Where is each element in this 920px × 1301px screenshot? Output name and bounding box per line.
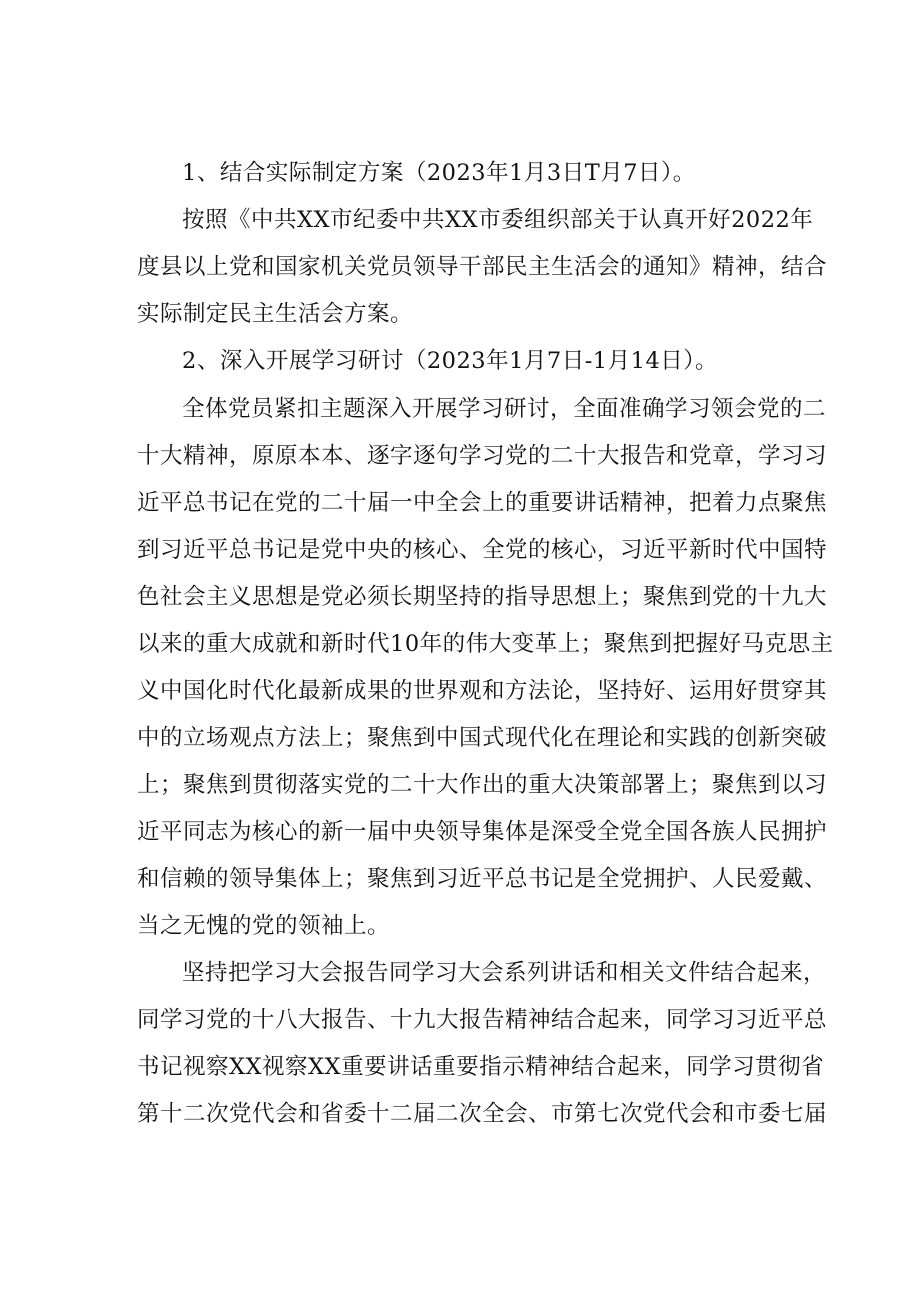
paragraph-line: 全体党员紧扣主题深入开展学习研讨，全面准确学习领会党的二: [182, 396, 827, 422]
paragraph-line: 近平总书记在党的二十届一中全会上的重要讲话精神，把着力点聚焦: [137, 490, 828, 516]
section-heading-2: 2、深入开展学习研讨（2023年1月7日-1月14日）。: [182, 348, 719, 374]
paragraph-line: 到习近平总书记是党中央的核心、全党的核心，习近平新时代中国特: [137, 537, 828, 563]
paragraph-line: 坚持把学习大会报告同学习大会系列讲话和相关文件结合起来，: [182, 960, 827, 986]
paragraph-line: 中的立场观点方法上；聚焦到中国式现代化在理论和实践的创新突破: [137, 725, 828, 751]
paragraph-line: 当之无愧的党的领袖上。: [137, 913, 391, 939]
paragraph-line: 实际制定民主生活会方案。: [137, 301, 414, 327]
paragraph-line: 按照《中共XX市纪委中共XX市委组织部关于认真开好2022年: [182, 207, 814, 233]
paragraph-line: 书记视察XX视察XX重要讲话重要指示精神结合起来，同学习贯彻省: [137, 1054, 825, 1080]
paragraph-line: 近平同志为核心的新一届中央领导集体是深受全党全国各族人民拥护: [137, 819, 828, 845]
paragraph-line: 上；聚焦到贯彻落实党的二十大作出的重大决策部署上；聚焦到以习: [137, 772, 828, 798]
paragraph-line: 以来的重大成就和新时代10年的伟大变革上；聚焦到把握好马克思主: [137, 631, 834, 657]
paragraph-line: 十大精神，原原本本、逐字逐句学习党的二十大报告和党章，学习习: [137, 443, 828, 469]
paragraph-line: 义中国化时代化最新成果的世界观和方法论，坚持好、运用好贯穿其: [137, 678, 828, 704]
paragraph-line: 色社会主义思想是党必须长期坚持的指导思想上；聚焦到党的十九大: [137, 584, 828, 610]
paragraph-line: 和信赖的领导集体上；聚焦到习近平总书记是全党拥护、人民爱戴、: [137, 866, 828, 892]
paragraph-line: 第十二次党代会和省委十二届二次全会、市第七次党代会和市委七届: [137, 1101, 828, 1127]
section-heading-1: 1、结合实际制定方案（2023年1月3日T月7日）。: [182, 160, 696, 186]
paragraph-line: 同学习党的十八大报告、十九大报告精神结合起来，同学习习近平总: [137, 1007, 828, 1033]
paragraph-line: 度县以上党和国家机关党员领导干部民主生活会的通知》精神，结合: [137, 254, 828, 280]
